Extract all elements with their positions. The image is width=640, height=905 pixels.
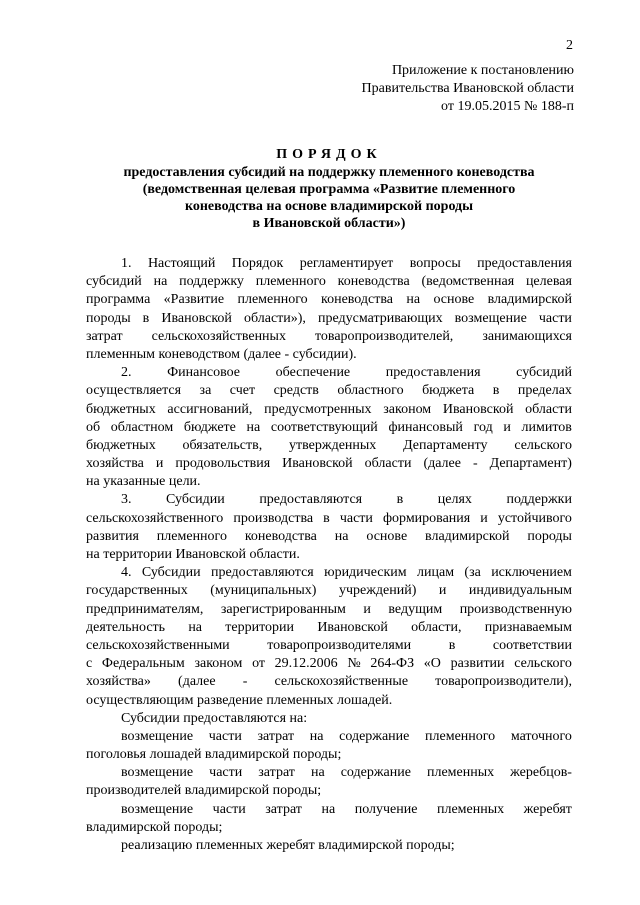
- body-word: поддержки: [506, 492, 572, 508]
- body-word: №: [347, 656, 361, 672]
- body-word: части: [339, 510, 373, 526]
- body-word: лимитов: [521, 419, 572, 435]
- body-word: на: [321, 801, 336, 817]
- body-word: поддержку: [179, 274, 244, 290]
- body-line: [86, 419, 572, 437]
- body-word: затрат: [257, 728, 295, 744]
- body-word: признаваемым: [484, 619, 572, 635]
- body-word: предоставления: [477, 256, 572, 271]
- body-word: сельскохозяйственные: [274, 674, 409, 690]
- body-word: жеребцов-: [510, 765, 572, 781]
- body-word: области: [525, 401, 572, 417]
- body-word: устойчивого: [497, 510, 572, 526]
- body-line: [86, 491, 572, 509]
- body-word: законом: [194, 656, 243, 672]
- body-word: производственную: [459, 601, 572, 617]
- body-line: [86, 601, 572, 619]
- body-word: и: [480, 510, 488, 526]
- body-line: [86, 255, 572, 273]
- body-word: Ивановской: [317, 619, 388, 635]
- body-word: области,: [411, 619, 462, 635]
- body-word: развития: [86, 528, 139, 544]
- body-word: занимающихся: [482, 328, 572, 344]
- appendix-line: Приложение к постановлению: [391, 63, 574, 78]
- body-word: области: [364, 456, 412, 472]
- body-word: государственных: [86, 583, 188, 599]
- body-word: областном: [110, 419, 174, 435]
- title-line: в Ивановской области»): [252, 216, 406, 231]
- body-word: возмещение: [121, 801, 194, 817]
- body-line: производителей владимирской породы;: [86, 783, 322, 799]
- body-word: формирования: [382, 510, 471, 526]
- body-word: племенного: [255, 274, 326, 290]
- body-word: породы: [86, 310, 131, 326]
- body-line: осуществляющим разведение племенных лошадей.: [86, 692, 393, 708]
- body-line: [86, 673, 572, 691]
- body-word: финансовый: [388, 419, 463, 435]
- body-line: [86, 764, 572, 782]
- body-word: Департамент): [489, 456, 572, 472]
- body-word: породы: [527, 528, 572, 544]
- body-word: соответствующий: [270, 419, 378, 435]
- body-word: сельскохозяйственного: [86, 510, 224, 526]
- body-word: на: [153, 274, 168, 290]
- body-word: предусмотренных: [264, 401, 372, 417]
- body-word: коневодства: [337, 274, 410, 290]
- body-word: Порядок: [231, 256, 284, 271]
- body-line: [86, 382, 572, 400]
- body-line: [86, 637, 572, 655]
- body-word: хозяйства»: [86, 674, 151, 690]
- body-word: затрат: [86, 328, 123, 344]
- body-word: целях: [437, 492, 472, 508]
- body-word: сельскохозяйственными: [86, 637, 230, 653]
- body-word: части: [208, 728, 242, 744]
- body-word: программа: [86, 292, 151, 308]
- body-word: утвержденных: [289, 437, 377, 453]
- title-line: (ведомственная целевая программа «Развитие племенного: [142, 182, 516, 197]
- body-word: 2.: [121, 365, 132, 381]
- body-word: год: [473, 419, 493, 435]
- body-word: возмещение: [121, 765, 194, 781]
- body-word: областного: [337, 383, 404, 399]
- body-word: сельского: [514, 656, 572, 672]
- body-word: маточного: [510, 728, 572, 744]
- body-word: субсидий: [516, 365, 572, 381]
- body-word: исключением: [491, 565, 572, 581]
- body-word: в: [492, 383, 500, 399]
- body-word: (за: [464, 565, 481, 581]
- body-word: продовольствия: [175, 456, 271, 472]
- body-word: возмещение: [121, 728, 194, 744]
- body-line: на территории Ивановской области.: [86, 547, 300, 562]
- body-word: сельского: [514, 437, 572, 453]
- body-word: бюджетных: [86, 437, 156, 453]
- document-title-block: [86, 146, 572, 232]
- body-word: хозяйства: [86, 456, 144, 472]
- body-word: зарегистрированным: [220, 601, 346, 617]
- body-word: лицам: [417, 565, 455, 581]
- body-word: средств: [273, 383, 319, 399]
- body-line: [86, 273, 572, 291]
- body-word: в: [448, 637, 456, 653]
- body-word: содержание: [340, 765, 411, 781]
- body-word: товаропроизводители),: [435, 674, 572, 690]
- body-word: владимирской: [487, 292, 572, 308]
- body-word: деятельность: [86, 619, 166, 635]
- body-word: «О: [423, 656, 441, 672]
- body-word: на: [188, 619, 203, 635]
- body-word: бюджетных: [86, 401, 156, 417]
- body-line: [86, 401, 572, 419]
- body-word: и: [363, 601, 371, 617]
- body-word: предпринимателям,: [86, 601, 204, 617]
- body-word: Ивановской: [161, 310, 232, 326]
- body-line: племенным коневодством (далее - субсидии).: [86, 346, 357, 362]
- body-word: области»),: [243, 310, 306, 326]
- body-word: пределах: [517, 383, 572, 399]
- body-word: (далее: [423, 456, 461, 472]
- body-word: производства: [233, 510, 314, 526]
- body-word: об: [86, 419, 101, 435]
- body-word: части: [209, 765, 243, 781]
- body-word: затрат: [265, 801, 302, 817]
- body-word: и: [438, 583, 447, 599]
- body-word: с: [86, 656, 93, 672]
- body-line: [86, 510, 572, 528]
- body-word: 3.: [121, 492, 132, 508]
- body-word: части: [538, 310, 572, 326]
- body-line: поголовья лошадей владимирской породы;: [86, 747, 342, 763]
- body-word: Финансовое: [167, 365, 240, 381]
- page-number: 2: [566, 38, 573, 53]
- body-word: затрат: [258, 765, 295, 781]
- body-word: племенных: [426, 765, 495, 781]
- body-word: субсидий: [86, 274, 142, 290]
- body-word: ассигнований,: [167, 401, 253, 417]
- body-word: коневодства: [321, 292, 394, 308]
- appendix-line: Правительства Ивановской области: [361, 81, 574, 96]
- body-word: бюджете: [183, 419, 236, 435]
- body-word: ведущим: [388, 601, 443, 617]
- body-line: [86, 801, 572, 819]
- body-word: развитии: [450, 656, 505, 672]
- title-line: предоставления субсидий на поддержку племенного коневодства: [123, 165, 535, 180]
- body-word: в: [142, 310, 150, 326]
- body-word: на: [310, 765, 325, 781]
- body-word: основе: [366, 528, 408, 544]
- body-word: юридическим: [324, 565, 407, 581]
- body-line: на указанные цели.: [86, 474, 201, 490]
- body-word: и: [155, 456, 164, 472]
- body-word: сельскохозяйственных: [151, 328, 286, 344]
- appendix-header: [274, 62, 574, 116]
- body-word: в: [323, 510, 330, 526]
- body-word: предусматривающих: [317, 310, 443, 326]
- body-line: владимирской породы;: [86, 819, 223, 835]
- body-word: -: [242, 674, 248, 690]
- body-word: 4.: [121, 565, 132, 581]
- body-word: 1.: [121, 256, 132, 271]
- body-word: -: [472, 456, 478, 472]
- body-line: реализацию племенных жеребят владимирской породы;: [121, 838, 455, 853]
- body-word: на: [246, 419, 261, 435]
- body-word: и: [503, 419, 511, 435]
- body-line: [86, 364, 572, 382]
- body-word: в: [396, 492, 404, 508]
- appendix-line: от 19.05.2015 № 188-п: [441, 99, 574, 114]
- body-word: 29.12.2006: [274, 656, 338, 672]
- body-word: предоставления: [385, 365, 481, 381]
- body-line: [86, 328, 572, 346]
- body-word: Ивановской: [442, 401, 514, 417]
- body-word: Субсидии: [166, 492, 225, 508]
- body-word: предоставляются: [259, 492, 363, 508]
- body-word: целевая: [525, 274, 572, 290]
- body-word: на: [309, 728, 324, 744]
- body-word: племенного: [156, 528, 227, 544]
- body-line: [86, 310, 572, 328]
- body-word: соответствии: [492, 637, 572, 653]
- body-word: племенного: [425, 728, 496, 744]
- body-line: [86, 291, 572, 309]
- body-line: [86, 655, 572, 673]
- body-word: вопросы: [409, 256, 461, 271]
- body-word: коневодства: [244, 528, 317, 544]
- body-word: обязательств,: [182, 437, 263, 453]
- body-word: части: [212, 801, 246, 817]
- body-word: счет: [229, 383, 256, 399]
- body-word: на: [334, 528, 349, 544]
- body-line: [86, 528, 572, 546]
- body-word: Департаменту: [403, 437, 488, 453]
- body-word: племенных: [436, 801, 505, 817]
- body-word: осуществляется: [86, 383, 182, 399]
- body-word: на: [406, 292, 421, 308]
- body-word: бюджета: [422, 383, 475, 399]
- body-word: законом: [383, 401, 432, 417]
- body-word: учреждений): [338, 583, 417, 599]
- body-word: получение: [354, 801, 418, 817]
- title-line: коневодства на основе владимирской породы: [184, 199, 474, 214]
- body-line: [86, 437, 572, 455]
- body-word: Настоящий: [147, 256, 216, 271]
- body-word: товаропроизводителей,: [314, 328, 454, 344]
- body-word: (далее: [178, 674, 216, 690]
- body-line: [86, 582, 572, 600]
- body-word: товаропроизводителями: [267, 637, 412, 653]
- body-word: предоставляются: [210, 565, 314, 581]
- body-word: содержание: [339, 728, 410, 744]
- body-word: территории: [225, 619, 295, 635]
- body-line: Субсидии предоставляются на:: [121, 710, 308, 726]
- body-word: регламентирует: [299, 256, 394, 271]
- document-body: [86, 255, 572, 855]
- body-word: 264-ФЗ: [370, 656, 415, 672]
- body-line: [86, 564, 572, 582]
- body-word: Субсидии: [141, 565, 201, 581]
- body-word: (муниципальных): [210, 583, 317, 599]
- document-title: ПОРЯДОК: [276, 147, 382, 162]
- body-word: «Развитие: [163, 292, 225, 308]
- body-line: [86, 455, 572, 473]
- body-word: индивидуальным: [468, 583, 572, 599]
- body-line: [86, 728, 572, 746]
- body-word: (ведомственная: [421, 274, 515, 290]
- body-line: [86, 619, 572, 637]
- body-word: от: [252, 656, 265, 672]
- body-word: Ивановской: [282, 456, 353, 472]
- body-word: за: [199, 383, 212, 399]
- body-word: обеспечение: [275, 365, 351, 381]
- body-word: основе: [433, 292, 475, 308]
- body-word: племенного: [237, 292, 308, 308]
- body-word: жеребят: [523, 801, 572, 817]
- body-word: Федеральным: [101, 656, 185, 672]
- body-word: возмещение: [454, 310, 527, 326]
- body-word: владимирской: [425, 528, 510, 544]
